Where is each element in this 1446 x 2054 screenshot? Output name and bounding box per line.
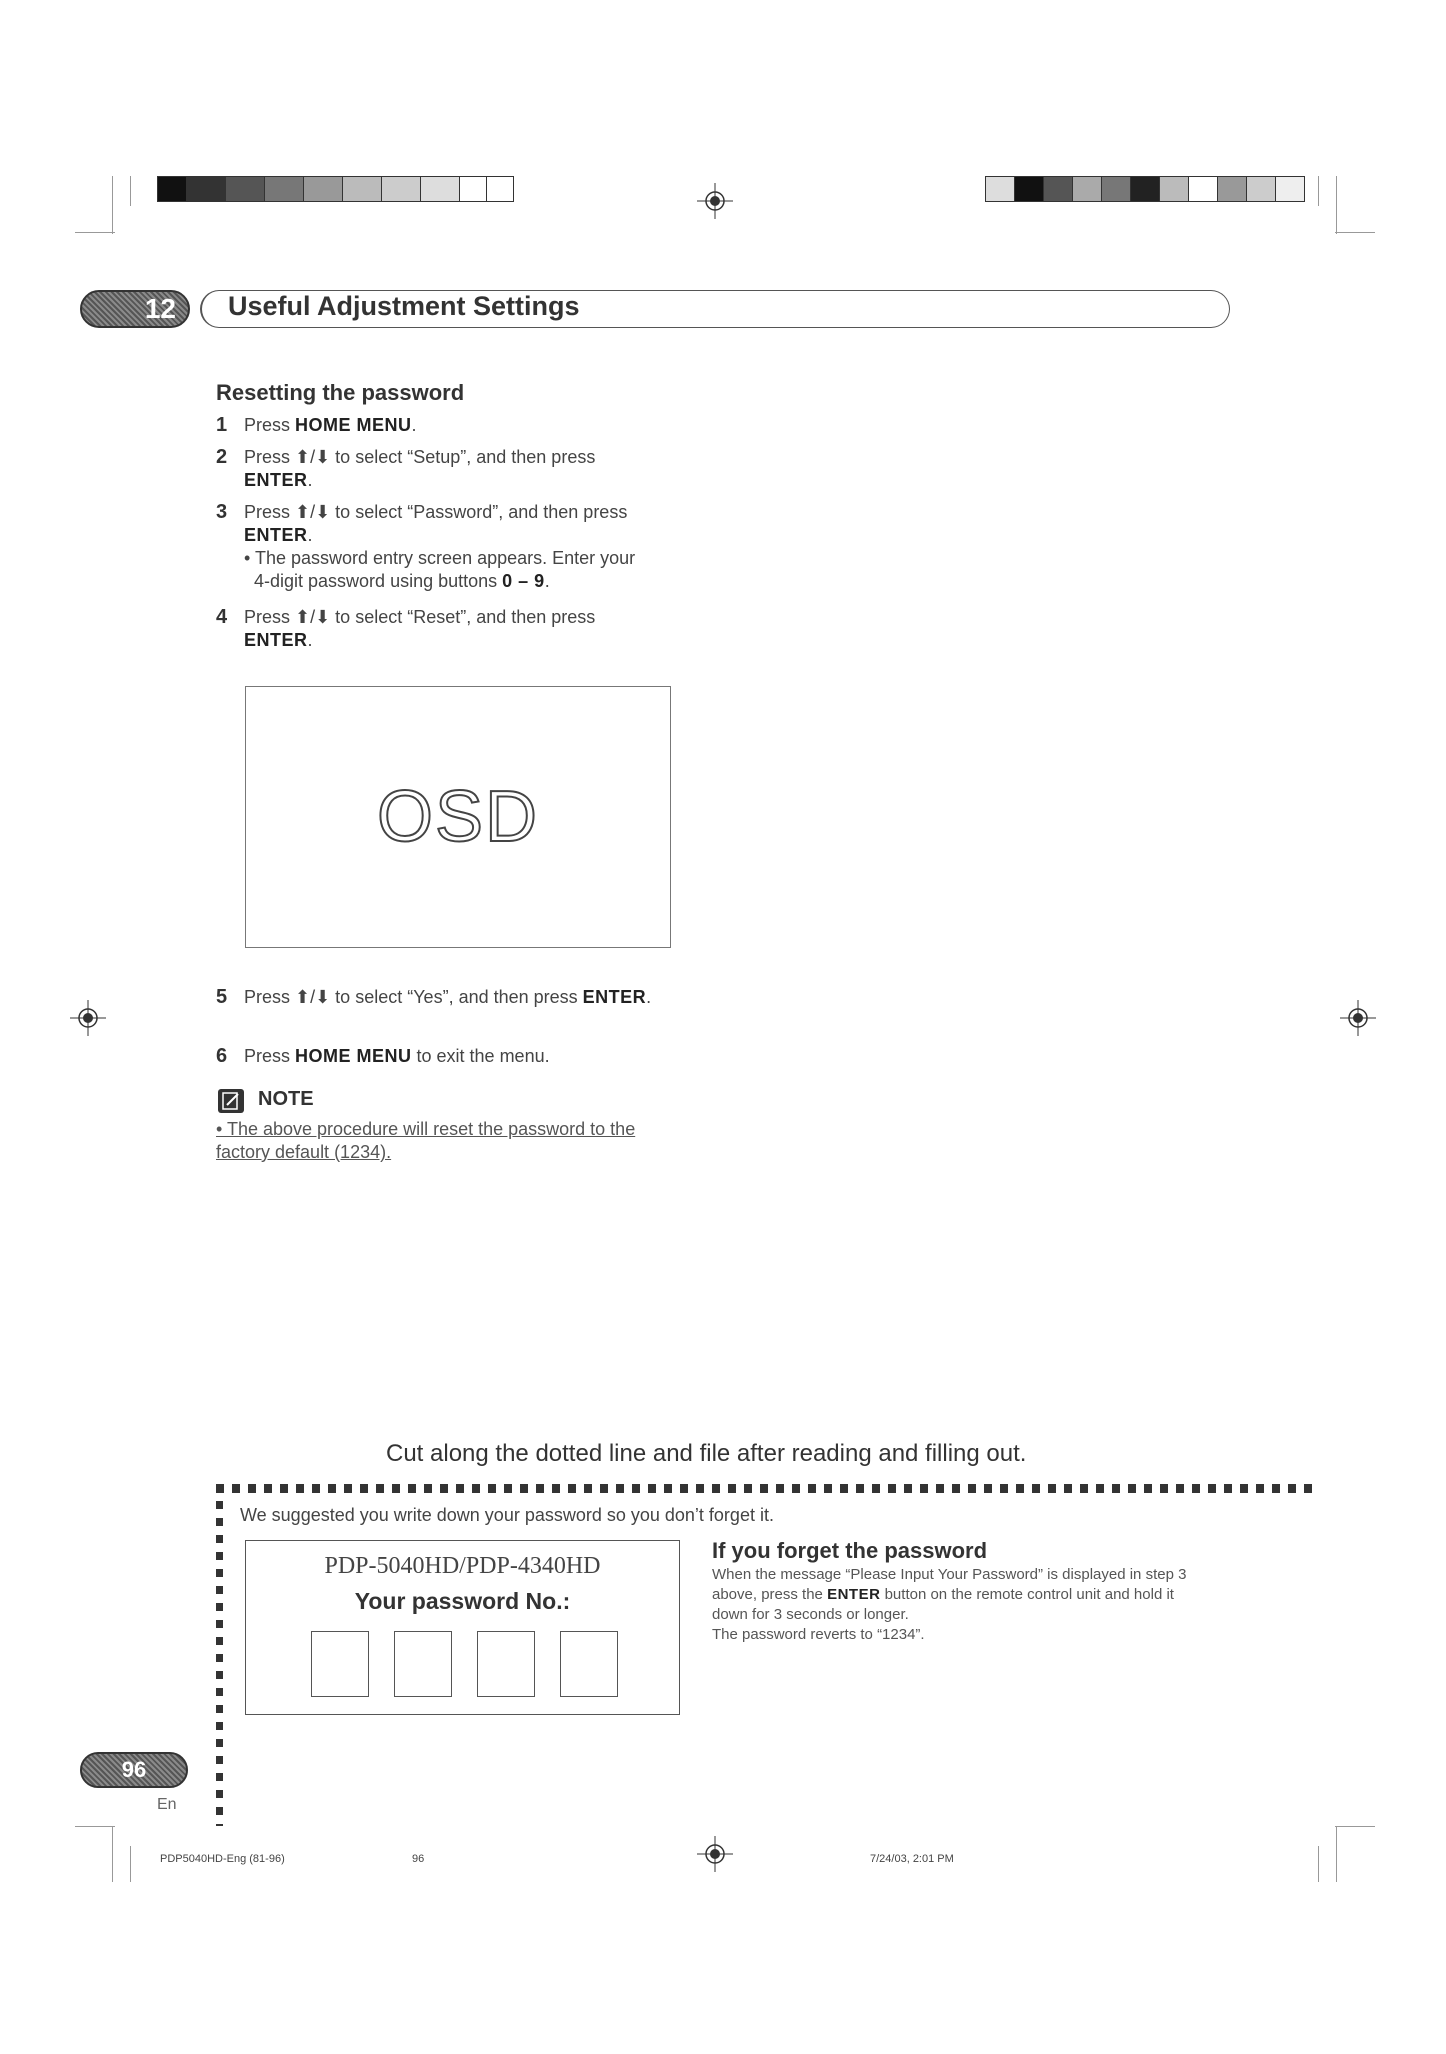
card-password-label: Your password No.:: [354, 1588, 571, 1614]
step-number: 5: [216, 986, 228, 1008]
password-suggestion: We suggested you write down your password so you don’t forget it.: [240, 1505, 774, 1525]
chapter-title: Useful Adjustment Settings: [228, 291, 580, 321]
step-number: 3: [216, 501, 228, 523]
page-language: En: [157, 1796, 177, 1813]
gray-bar-left: [157, 176, 513, 202]
note-text-content: • The above procedure will reset the password to the factory default (1234).: [216, 1119, 636, 1162]
page-number: 96: [121, 1757, 147, 1782]
crop-mark: [1335, 232, 1375, 233]
osd-label: OSD: [376, 777, 540, 857]
card-model: PDP-5040HD/PDP-4340HD: [324, 1553, 601, 1579]
forget-password-title: If you forget the password: [712, 1538, 988, 1563]
password-digit-box: [477, 1631, 535, 1697]
password-card: [245, 1540, 680, 1715]
registration-mark-icon: [697, 1836, 733, 1872]
note-text: [216, 1118, 686, 1164]
crop-mark: [1336, 176, 1337, 234]
footer-page: 96: [412, 1853, 425, 1865]
password-digit-box: [560, 1631, 618, 1697]
chapter-number: 12: [144, 293, 176, 324]
forget-password-text: When the message “Please Input Your Password” is displayed in step 3 above, press the ENTER button on the remote control unit and hold it down for 3 seconds or longer. The password reverts to “1234”.: [712, 1566, 1187, 1643]
step-2: [216, 446, 736, 494]
gray-bar-right: [985, 176, 1304, 202]
step-5: [216, 986, 776, 1010]
password-digit-box: [394, 1631, 452, 1697]
crop-mark: [1318, 176, 1319, 206]
step-4: [216, 606, 736, 654]
note-pencil-icon: [218, 1089, 244, 1113]
crop-mark: [130, 176, 131, 206]
section-title: Resetting the password: [216, 380, 465, 405]
step-number: 4: [216, 606, 228, 628]
step-1: [216, 414, 736, 438]
crop-mark: [1336, 1826, 1337, 1882]
crop-mark: [112, 1826, 113, 1882]
osd-screen-placeholder: [245, 686, 671, 948]
cut-line-horizontal: [216, 1484, 1316, 1493]
crop-mark: [75, 1826, 115, 1827]
crop-mark: [1335, 1826, 1375, 1827]
step-text: Press ⬆/⬇ to select “Password”, and then press ENTER. • The password entry screen appears. Enter your 4-digit password using buttons 0 – 9.: [244, 502, 636, 591]
registration-mark-icon: [70, 1000, 106, 1036]
note-label: NOTE: [258, 1088, 314, 1110]
crop-mark: [130, 1846, 131, 1882]
footer-date: 7/24/03, 2:01 PM: [870, 1853, 954, 1865]
step-3: [216, 501, 736, 597]
step-text: Press HOME MENU.: [244, 415, 417, 435]
step-number: 1: [216, 414, 228, 436]
step-text: Press ⬆/⬇ to select “Reset”, and then press ENTER.: [244, 607, 596, 650]
step-number: 2: [216, 446, 228, 468]
footer-file: PDP5040HD-Eng (81-96): [160, 1853, 285, 1865]
registration-mark-icon: [1340, 1000, 1376, 1036]
step-text: Press HOME MENU to exit the menu.: [244, 1046, 550, 1066]
step-6: [216, 1045, 736, 1069]
chapter-number-badge: [80, 290, 190, 328]
step-text: Press ⬆/⬇ to select “Yes”, and then press ENTER.: [244, 987, 652, 1007]
crop-mark: [1318, 1846, 1319, 1882]
crop-mark: [75, 232, 115, 233]
password-digit-box: [311, 1631, 369, 1697]
cut-line-vertical: [216, 1484, 223, 1826]
step-number: 6: [216, 1045, 228, 1067]
page-number-badge: [80, 1752, 188, 1788]
step-text: Press ⬆/⬇ to select “Setup”, and then press ENTER.: [244, 447, 596, 490]
cut-instruction: Cut along the dotted line and file after reading and filling out.: [386, 1440, 1027, 1467]
crop-mark: [112, 176, 113, 234]
registration-mark-icon: [697, 183, 733, 219]
